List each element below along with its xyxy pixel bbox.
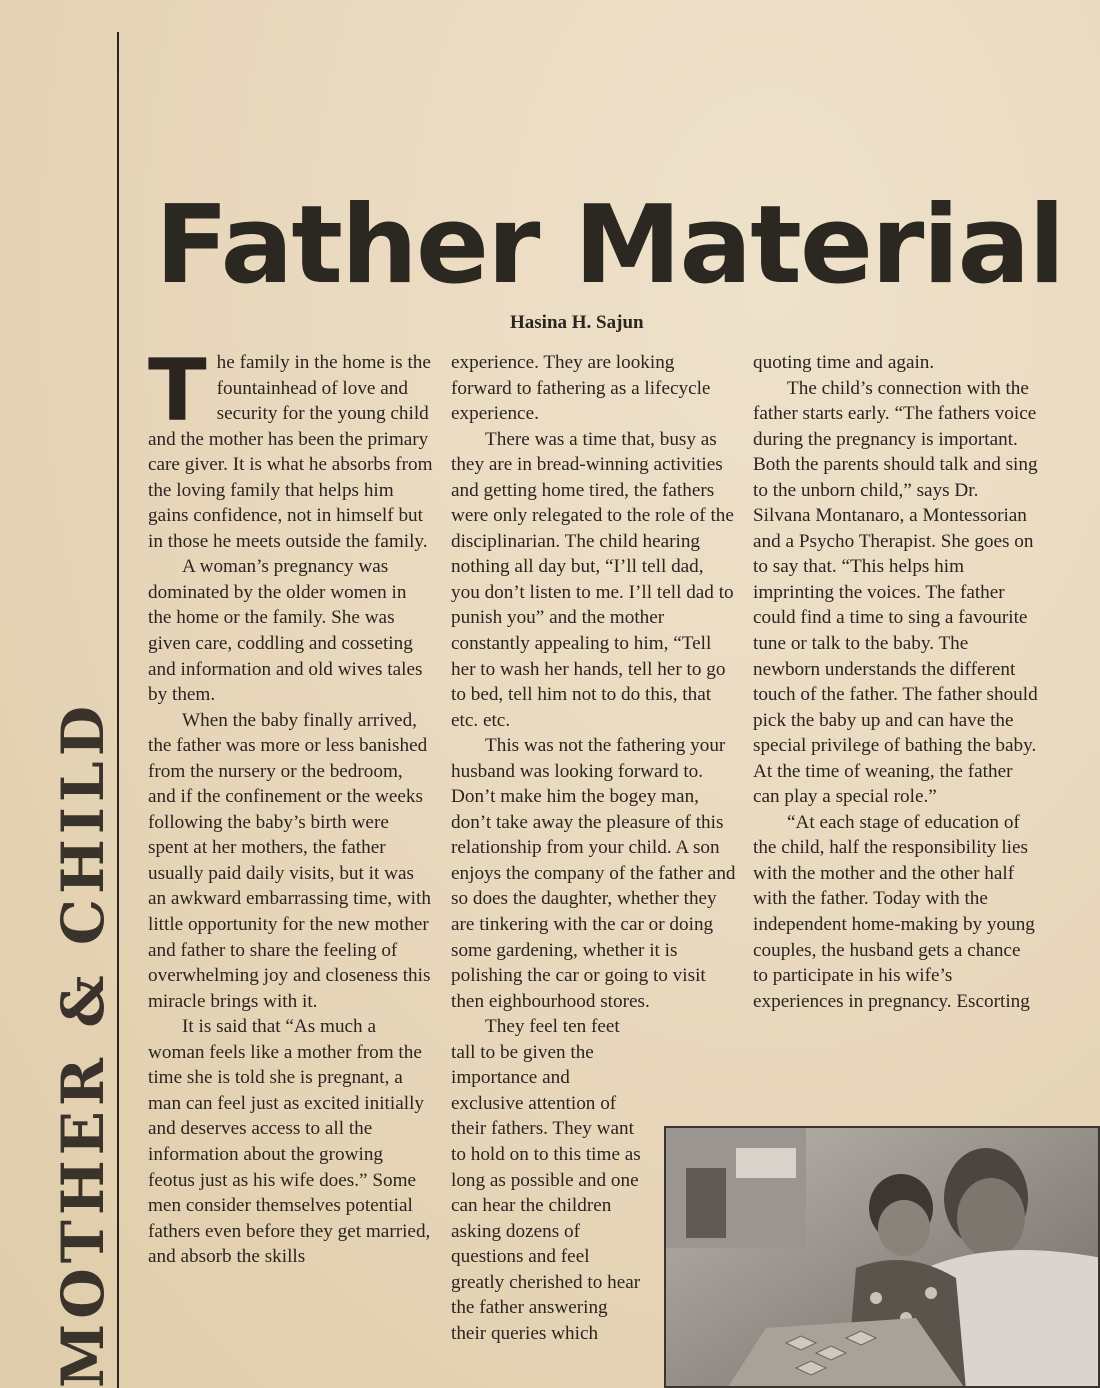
paragraph: There was a time that, busy as they are in bread-winning activities and getting home tired, the fathers were only relegated to the role of the disciplinarian. The child hearing nothing all day but, “I’ll tell dad, you don’t listen to me. I’ll tell dad to punish you” and the mother constantly appealing to him, “Tell her to wash her hands, tell her to go to bed, tell him not to do this, that etc. etc.: [451, 428, 734, 731]
paragraph-text: he family in the home is the fountainhead of love and security for the young child and the mother has been the primary care giver. It is what he absorbs from the loving family that helps him gains confidence, not in himself but in those he meets outside the family.: [148, 352, 433, 552]
paragraph: It is said that “As much a woman feels like a mother from the time she is told she is pregnant, a man can feel just as excited initially and deserves access to all the information about the growing feotus just as his wife does.” Some men consider themselves potential fathers even before they get married, and absorb the skills: [148, 1016, 431, 1268]
paragraph: This was not the fathering your husband was looking forward to. Don’t make him the bogey man, don’t take away the pleasure of this relationship from your child. A son enjoys the company of the father and so does the daughter, whether they are tinkering with the car or doing some gardening, whether it is polishing the car or going to visit then eighbourhood stores.: [451, 735, 736, 1012]
paragraph: quoting time and again.: [753, 352, 935, 373]
byline: Hasina H. Sajun: [510, 312, 644, 333]
article-column-3: [753, 350, 1038, 1014]
paragraph: experience. They are looking forward to fathering as a lifecycle experience.: [451, 352, 711, 425]
headline: Father Material: [155, 183, 1064, 308]
father-and-child-photo: [664, 1126, 1100, 1388]
section-label: MOTHER & CHILD: [49, 700, 117, 1388]
photo-illustration: [666, 1128, 1100, 1388]
paragraph: [148, 341, 433, 554]
article-column-1: [148, 341, 433, 1270]
paragraph: When the baby finally arrived, the father was more or less banished from the nursery or the bedroom, and if the confinement or the weeks following the baby’s birth were spent at her mothers, the father usually paid daily visits, but it was an awkward embarrassing time, with little opportunity for the new mother and father to share the feeling of overwhelming joy and closeness this miracle brings with it.: [148, 709, 431, 1012]
paragraph: “At each stage of education of the child, half the responsibility lies with the mother and the other half with the father. Today with the independent home-making by young couples, the husband gets a chance to participate in his wife’s experiences in pregnancy. Escorting: [753, 811, 1035, 1012]
column-rule: [117, 32, 119, 1388]
drop-cap: T: [148, 341, 207, 441]
paragraph: They feel ten feet tall to be given the importance and exclusive attention of their fathers. They want to hold on to this time as long as possible and one can hear the children asking dozens of questions and feel greatly cherished to hear the father answering their queries which: [451, 1016, 641, 1344]
paragraph: A woman’s pregnancy was dominated by the older women in the home or the family. She was given care, coddling and cosseting and information and old wives tales by them.: [148, 556, 423, 706]
paragraph: The child’s connection with the father starts early. “The fathers voice during the pregnancy is important. Both the parents should talk and sing to the unborn child,” says Dr. Silvana Montanaro, a Montessorian and a Psycho Therapist. She goes on to say that. “This helps him imprinting the voices. The father could find a time to sing a favourite tune or talk to the baby. The newborn understands the different touch of the father. The father should pick the baby up and can have the special privilege of bathing the baby. At the time of weaning, the father can play a special role.”: [753, 377, 1038, 808]
